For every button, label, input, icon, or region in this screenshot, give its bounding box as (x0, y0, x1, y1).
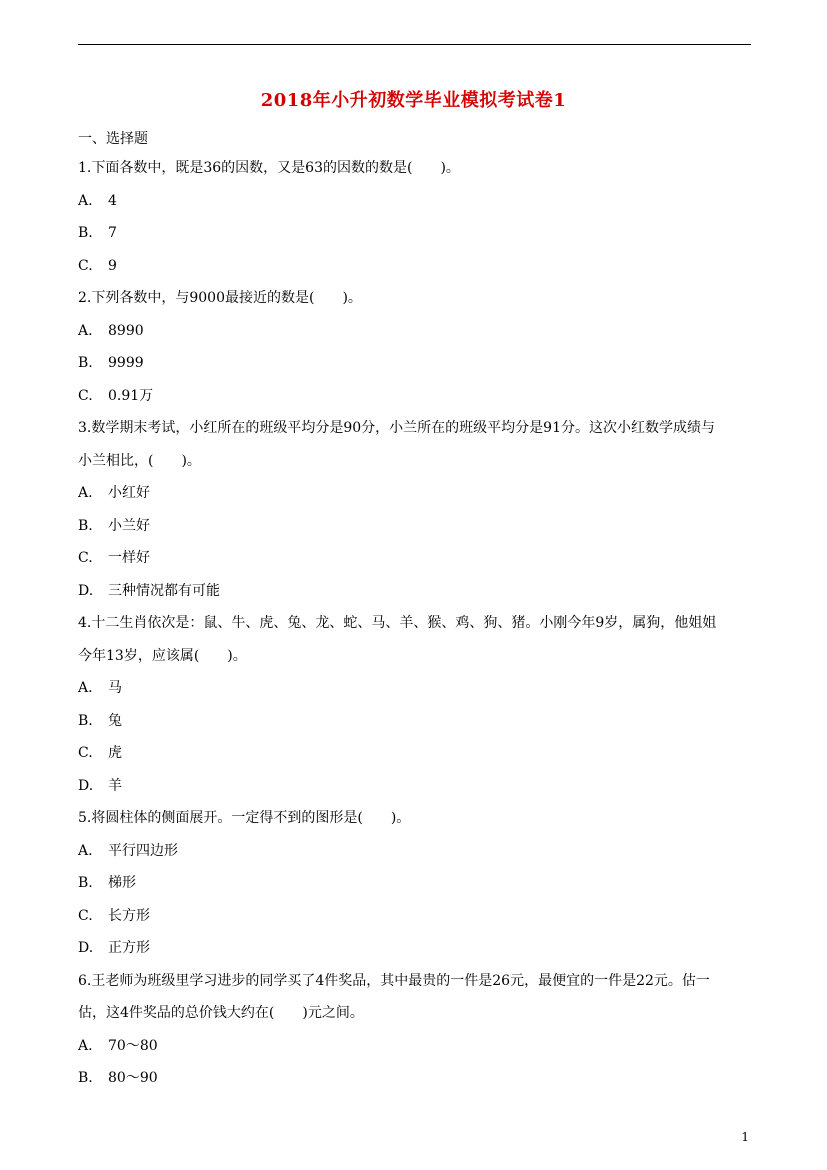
option-letter: B. (78, 1070, 93, 1086)
question-1-option-c (78, 250, 750, 283)
question-3-option-d (78, 575, 750, 608)
question-2-option-c (78, 380, 750, 413)
header-rule (78, 44, 751, 45)
option-letter: A. (78, 680, 93, 696)
option-text: 一样好 (108, 550, 150, 566)
option-letter: B. (78, 875, 93, 891)
option-letter: B. (78, 517, 93, 534)
option-text: 9999 (108, 355, 144, 371)
option-text: 70～80 (108, 1037, 158, 1054)
option-letter: C. (78, 550, 93, 566)
option-text: 马 (108, 680, 122, 696)
question-1-option-b (78, 217, 750, 250)
option-letter: A. (78, 192, 93, 209)
question-5-option-b (78, 867, 750, 900)
question-5-option-a (78, 835, 750, 868)
question-3-option-c (78, 542, 750, 575)
option-letter: A. (78, 322, 93, 339)
question-4-stem-line-2: 今年13岁，应该属( )。 (78, 647, 247, 664)
page-number: 1 (741, 1130, 749, 1144)
option-letter: D. (78, 777, 94, 794)
option-text: 小兰好 (108, 517, 150, 534)
question-5-stem: 5.将圆柱体的侧面展开。一定得不到的图形是( )。 (78, 810, 411, 826)
option-text: 80～90 (108, 1070, 158, 1086)
question-4-option-a (78, 672, 750, 705)
option-letter: B. (78, 355, 93, 371)
option-letter: B. (78, 225, 93, 241)
question-6-option-a (78, 1030, 750, 1063)
option-text: 正方形 (108, 940, 150, 956)
question-3-option-b (78, 510, 750, 543)
option-text: 0.91万 (108, 387, 154, 404)
question-5-option-d (78, 932, 750, 965)
option-letter: D. (78, 940, 94, 956)
option-text: 虎 (108, 745, 122, 761)
option-letter: B. (78, 712, 93, 729)
option-letter: D. (78, 582, 94, 599)
question-6-stem-line-1: 6.王老师为班级里学习进步的同学买了4件奖品，其中最贵的一件是26元，最便宜的一件是22元。估一 (78, 972, 710, 989)
question-2-option-b (78, 347, 750, 380)
question-2-option-a (78, 315, 750, 348)
question-5-option-c (78, 900, 750, 933)
option-letter: A. (78, 1037, 93, 1054)
option-text: 4 (108, 192, 117, 209)
option-letter: C. (78, 257, 93, 274)
option-text: 9 (108, 257, 117, 274)
question-4-option-d (78, 770, 750, 803)
option-letter: C. (78, 387, 93, 404)
question-6-stem-line-2: 估，这4件奖品的总价钱大约在( )元之间。 (78, 1005, 364, 1021)
option-text: 平行四边形 (108, 842, 178, 859)
option-text: 8990 (108, 322, 144, 339)
option-letter: C. (78, 745, 93, 761)
question-2-stem: 2.下列各数中，与9000最接近的数是( )。 (78, 290, 362, 306)
option-text: 长方形 (108, 907, 150, 924)
question-4-stem-line-1: 4.十二生肖依次是：鼠、牛、虎、兔、龙、蛇、马、羊、猴、鸡、狗、猪。小刚今年9岁，属狗，他姐姐 (78, 615, 717, 631)
option-letter: A. (78, 485, 93, 501)
section-heading: 一、选择题 (78, 131, 148, 147)
question-list (78, 126, 750, 1095)
option-text: 羊 (108, 777, 122, 794)
question-1-option-a (78, 185, 750, 218)
option-letter: A. (78, 842, 93, 859)
option-letter: C. (78, 907, 93, 924)
option-text: 梯形 (108, 875, 136, 891)
option-text: 兔 (108, 712, 122, 729)
question-1-stem: 1.下面各数中，既是36的因数，又是63的因数的数是( )。 (78, 160, 460, 176)
question-3-option-a (78, 477, 750, 510)
question-4-option-b (78, 705, 750, 738)
question-4-option-c (78, 737, 750, 770)
option-text: 三种情况都有可能 (108, 582, 220, 599)
question-3-stem-line-2: 小兰相比，( )。 (78, 452, 201, 469)
question-3-stem-line-1: 3.数学期末考试，小红所在的班级平均分是90分，小兰所在的班级平均分是91分。这次小红数学成绩与 (78, 420, 715, 436)
option-text: 7 (108, 225, 117, 241)
option-text: 小红好 (108, 485, 150, 501)
page-title: 2018年小升初数学毕业模拟考试卷1 (260, 90, 567, 111)
question-6-option-b (78, 1062, 750, 1095)
